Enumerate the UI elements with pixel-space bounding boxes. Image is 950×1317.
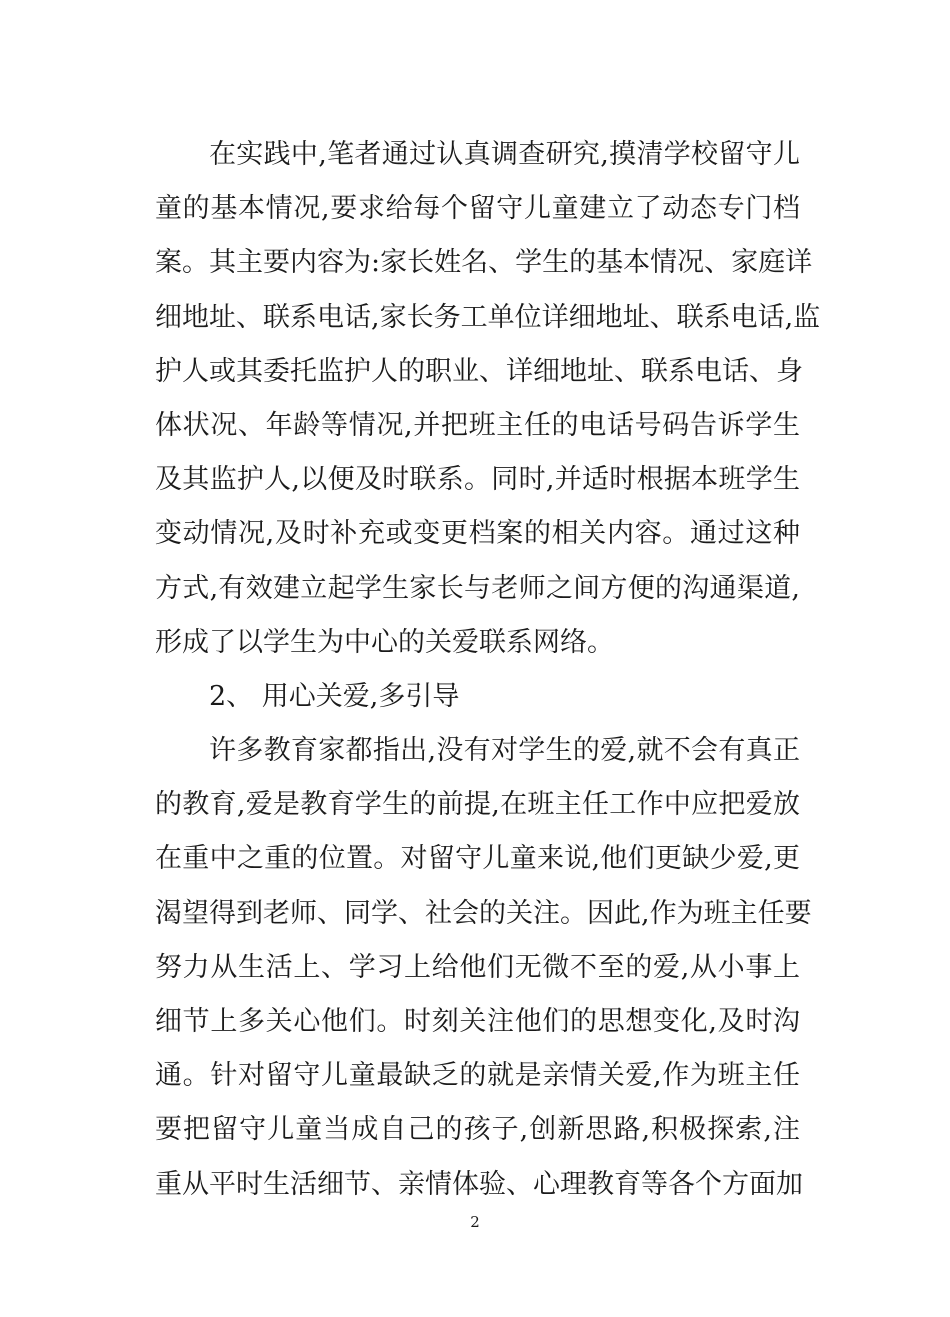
paragraph-line: 通。针对留守儿童最缺乏的就是亲情关爱,作为班主任 [155,1060,800,1092]
paragraph-line: 要把留守儿童当成自己的孩子,创新思路,积极探索,注 [155,1114,800,1146]
page-number: 2 [470,1213,480,1231]
body-text [155,128,821,1212]
paragraph-line: 形成了以学生为中心的关爱联系网络。 [155,626,614,658]
paragraph-line: 在实践中,笔者通过认真调查研究,摸清学校留守儿 [209,139,800,170]
paragraph-line: 童的基本情况,要求给每个留守儿童建立了动态专门档 [155,193,800,225]
paragraph-2 [155,724,812,1212]
paragraph-line: 许多教育家都指出,没有对学生的爱,就不会有真正 [209,735,800,767]
paragraph-line: 细地址、联系电话,家长务工单位详细地址、联系电话,监 [155,301,821,333]
paragraph-line: 细节上多关心他们。时刻关注他们的思想变化,及时沟 [155,1006,800,1037]
paragraph-line: 护人或其委托监护人的职业、详细地址、联系电话、身 [155,355,803,387]
paragraph-line: 变动情况,及时补充或变更档案的相关内容。通过这种 [155,518,800,550]
paragraph-line: 在重中之重的位置。对留守儿童来说,他们更缺少爱,更 [155,843,800,875]
paragraph-line: 体状况、年龄等情况,并把班主任的电话号码告诉学生 [155,409,800,441]
paragraph-line: 方式,有效建立起学生家长与老师之间方便的沟通渠道, [155,572,800,604]
section-heading: 2、 用心关爱,多引导 [209,680,460,712]
paragraph-line: 渴望得到老师、同学、社会的关注。因此,作为班主任要 [155,897,812,929]
paragraph-line: 及其监护人,以便及时联系。同时,并适时根据本班学生 [155,464,800,496]
paragraph-line: 重从平时生活细节、亲情体验、心理教育等各个方面加 [155,1168,803,1200]
paragraph-line: 案。其主要内容为:家长姓名、学生的基本情况、家庭详 [155,247,813,279]
paragraph-line: 努力从生活上、学习上给他们无微不至的爱,从小事上 [155,951,800,983]
paragraph-line: 的教育,爱是教育学生的前提,在班主任工作中应把爱放 [155,789,800,821]
paragraph-1 [155,128,821,670]
